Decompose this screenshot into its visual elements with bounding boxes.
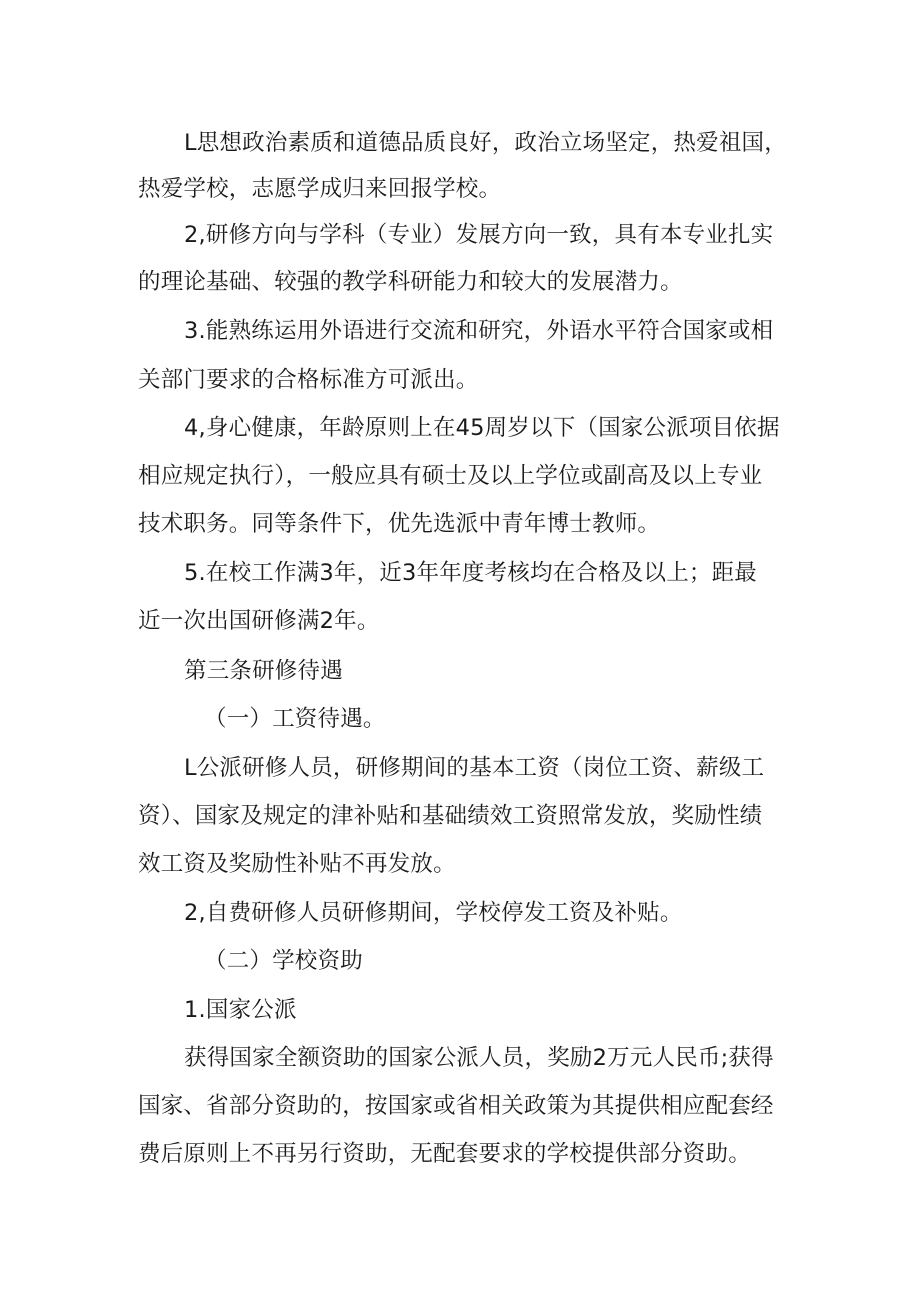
paragraph-line: 关部门要求的合格标准方可派出。 — [138, 367, 479, 393]
paragraph-line: 效工资及奖励性补贴不再发放。 — [138, 851, 456, 877]
paragraph-line: 技术职务。同等条件下，优先选派中青年博士教师。 — [138, 511, 661, 537]
paragraph-line: 3.能熟练运用外语进行交流和研究，外语水平符合国家或相 — [184, 318, 774, 344]
item-heading: 1.国家公派 — [184, 997, 297, 1023]
paragraph-line: 2,研修方向与学科（专业）发展方向一致，具有本专业扎实 — [184, 222, 774, 248]
paragraph-line: 的理论基础、较强的教学科研能力和较大的发展潜力。 — [138, 269, 683, 295]
paragraph-line: 2,自费研修人员研修期间，学校停发工资及补贴。 — [184, 900, 683, 926]
paragraph-line: 费后原则上不再另行资助，无配套要求的学校提供部分资助。 — [138, 1141, 751, 1167]
paragraph-line: 热爱学校，志愿学成归来回报学校。 — [138, 176, 502, 202]
section-heading: 第三条研修待遇 — [184, 658, 343, 684]
paragraph-line: 相应规定执行），一般应具有硕士及以上学位或副高及以上专业 — [138, 463, 763, 489]
subsection-heading: （一）工资待遇。 — [204, 706, 386, 732]
paragraph-line: 5.在校工作满3年，近3年年度考核均在合格及以上；距最 — [184, 560, 757, 586]
paragraph-line: 资）、国家及规定的津补贴和基础绩效工资照常发放，奖励性绩 — [138, 803, 763, 829]
paragraph-line: L公派研修人员，研修期间的基本工资（岗位工资、薪级工 — [184, 755, 765, 781]
subsection-heading: （二）学校资助 — [204, 948, 363, 974]
paragraph-line: 获得国家全额资助的国家公派人员，奖励2万元人民币;获得 — [184, 1045, 774, 1071]
paragraph-line: 国家、省部分资助的，按国家或省相关政策为其提供相应配套经 — [138, 1093, 774, 1119]
paragraph-line: 近一次出国研修满2年。 — [138, 608, 380, 634]
paragraph-line: 4,身心健康，年龄原则上在45周岁以下（国家公派项目依据 — [184, 415, 780, 441]
paragraph-line: L思想政治素质和道德品质良好，政治立场坚定，热爱祖国， — [184, 130, 787, 156]
